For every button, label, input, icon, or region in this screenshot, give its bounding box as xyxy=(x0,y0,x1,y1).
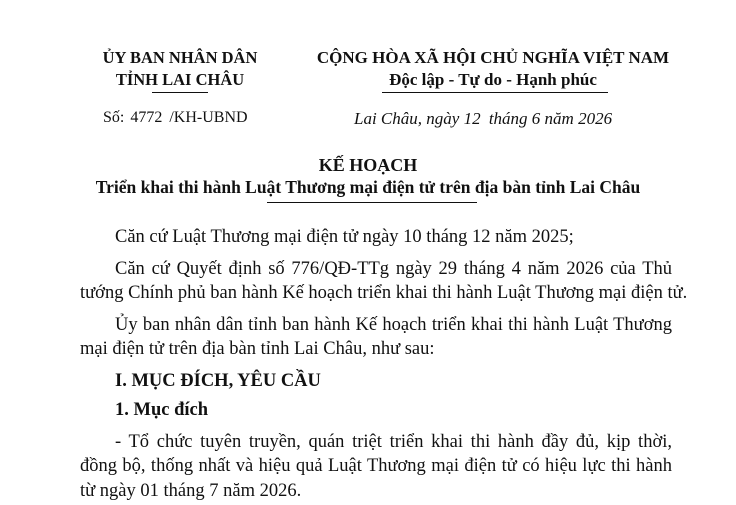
date-month-label: tháng xyxy=(488,109,528,128)
date-prefix: Lai Châu, ngày xyxy=(354,109,460,128)
legal-basis-2-line1: Căn cứ Quyết định số 776/QĐ-TTg ngày 29 tháng 4 năm 2026 của Thủ xyxy=(115,259,672,279)
subsection-heading: 1. Mục đích xyxy=(115,400,209,420)
intro-line1: Ủy ban nhân dân tỉnh ban hành Kế hoạch triển khai thi hành Luật Thương xyxy=(115,315,672,335)
number-value: 4772 xyxy=(130,109,163,126)
agency-province: TỈNH LAI CHÂU xyxy=(115,70,245,89)
document-subtitle: Triển khai thi hành Luật Thương mại điện tử trên địa bàn tỉnh Lai Châu xyxy=(95,177,641,197)
nation-name: CỘNG HÒA XÃ HỘI CHỦ NGHĨA VIỆT NAM xyxy=(316,48,670,67)
purpose-line2: đồng bộ, thống nhất và hiệu quả Luật Thương mại điện tử có hiệu lực thi hành xyxy=(80,456,672,476)
date-month: 6 xyxy=(531,109,541,128)
intro-line2: mại điện tử trên địa bàn tỉnh Lai Châu, như sau: xyxy=(80,339,435,359)
section-heading: I. MỤC ĐÍCH, YÊU CẦU xyxy=(115,371,321,391)
date-year: năm 2026 xyxy=(544,109,613,128)
document-number xyxy=(103,109,248,127)
motto-underline xyxy=(382,92,608,93)
purpose-line1: - Tổ chức tuyên truyền, quán triệt triển khai thi hành đầy đủ, kịp thời, xyxy=(115,432,672,452)
number-suffix: /KH-UBND xyxy=(169,109,248,126)
legal-basis-2-line2: tướng Chính phủ ban hành Kế hoạch triển khai thi hành Luật Thương mại điện tử. xyxy=(80,283,688,303)
subtitle-underline xyxy=(267,202,477,203)
agency-underline xyxy=(152,92,208,93)
date-day: 12 xyxy=(463,109,481,128)
legal-basis-1: Căn cứ Luật Thương mại điện tử ngày 10 tháng 12 năm 2025; xyxy=(115,227,574,247)
document-title: KẾ HOẠCH xyxy=(318,155,418,175)
agency-name: ỦY BAN NHÂN DÂN xyxy=(102,48,258,67)
place-date xyxy=(354,109,612,129)
purpose-line3: từ ngày 01 tháng 7 năm 2026. xyxy=(80,481,302,501)
nation-motto: Độc lập - Tự do - Hạnh phúc xyxy=(389,70,597,89)
number-prefix: Số: xyxy=(103,109,125,126)
